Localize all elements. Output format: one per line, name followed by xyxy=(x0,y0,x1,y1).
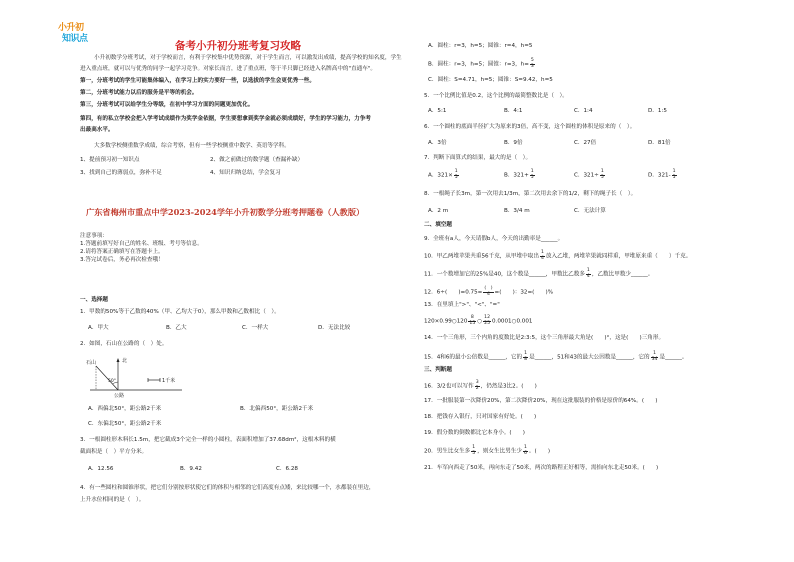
fraction: $\frac{1}{6}$ xyxy=(523,445,527,456)
logo-text-bottom: 知识点 xyxy=(62,34,88,44)
fraction: $\frac{1}{8}$ xyxy=(524,351,528,362)
q8-option-c: C．无法计算 xyxy=(574,208,606,214)
question-9: 9．全班有a人，今天请假b人，今天的出勤率是______。 xyxy=(424,236,564,242)
right-column xyxy=(424,0,724,562)
question-13: 13．在里填上">"、"<"、"=" xyxy=(424,302,500,308)
q6-option-a: A．3倍 xyxy=(428,140,447,146)
fraction: $\frac{1}{4}$ xyxy=(586,268,590,279)
q1-option-c: C．一样大 xyxy=(242,325,269,331)
notice-title: 注意事项： xyxy=(80,233,108,239)
question-2: 2．如图，石山在公路的（ ）处。 xyxy=(80,341,168,347)
question-19: 19．假分数的倒数都比它本身小。( ) xyxy=(424,430,525,436)
question-6: 6．一个圆柱的底面半径扩大为原来的3倍，高不变，这个圆柱的体积是原来的（ ）。 xyxy=(424,124,636,130)
page-title: 备考小升初分班考复习攻略 xyxy=(175,40,301,52)
section-heading-choice: 一、选择题 xyxy=(80,297,108,303)
tip-item: 3、找到自己的薄弱点，弥补不足 xyxy=(80,170,162,176)
intro-paragraph: 小升初数学分班考试，对于学校而言，有利于学校集中优势资源，对于学生而言，可以激发出成绩，提高学校的知名度，学生 xyxy=(94,55,402,61)
q6-option-b: B．9倍 xyxy=(504,140,523,146)
fraction: $\frac{1}{5}$ xyxy=(600,169,604,180)
question-11: 11．一个数增加它的25%是40，这个数是______，甲数比乙数多 $\frac{1}{4}$ ，乙数比甲数少______。 xyxy=(424,268,654,279)
question-7: 7．判断下面算式的结果，最大的是（ ）。 xyxy=(424,155,532,161)
q3-option-b: B．9.42 xyxy=(180,466,202,472)
question-13-items: 120×0.99○120 $\frac{8}{15}$ ○ $\frac{12}{25}$ 0.0001○0.001 xyxy=(424,315,533,326)
q7-option-a: A．321× $\frac{1}{5}$ xyxy=(428,169,458,180)
fraction: $\frac{1}{34}$ xyxy=(651,351,658,362)
q2-option-a: A．西偏北50°，距公路2千米 xyxy=(88,406,162,412)
q5-option-d: D．1:5 xyxy=(648,108,667,114)
q2-option-c: C．东偏北50°，距公路2千米 xyxy=(88,421,162,427)
label-mountain: 石山 xyxy=(86,360,97,366)
notice-item: 1.答题前填写好自己的姓名、班级、考号等信息。 xyxy=(80,241,203,247)
q5-option-b: B．4:1 xyxy=(504,108,523,114)
intro-point: 第一，分班考试的学生可能集体编入，在学习上的实力要好一些，以选拔的学生会更优秀一些。 xyxy=(80,78,315,84)
exam-title: 广东省梅州市重点中学2023-2024学年小升初数学分班考押题卷（人教版） xyxy=(86,207,365,217)
q6-option-d: D．81倍 xyxy=(648,140,671,146)
label-road: 公路 xyxy=(114,393,125,398)
q7-option-d: D．321- $\frac{1}{5}$ xyxy=(648,169,676,180)
intro-point: 第二，分班考试能力以后的服务是平等的机会。 xyxy=(80,90,198,96)
intro-point: 第三，分班考试可以给学生分等级，在初中学习方面的问题更加优化。 xyxy=(80,102,254,108)
q8-option-a: A．2 m xyxy=(428,208,449,214)
notice-item: 2.请将答案正确填写在答题卡上。 xyxy=(80,249,164,255)
fraction: $\frac{8}{15}$ xyxy=(469,315,476,326)
logo-text-top: 小升初 xyxy=(58,23,84,33)
q4-option-b xyxy=(428,59,536,69)
intro-paragraph: 大多数学校侧重数学成绩，综合考察，但有一些学校侧重中数学、英语等学科。 xyxy=(94,143,290,149)
q1-option-a: A．甲大 xyxy=(88,325,109,331)
question-14: 14．一个三角形，三个内角的度数比是2:3:5，这个三角形最大角是( )°，这是( )三角形。 xyxy=(424,335,665,341)
question-3-line-1: 3．一根圆柱形木料长1.5m，把它截成3个完全一样的小圆柱，表面积增加了37.68dm²，这根木料的横 xyxy=(80,437,336,443)
q5-option-c: C．1:4 xyxy=(574,108,593,114)
question-18: 18．把钱存入银行，只对国家有好处。( ) xyxy=(424,414,537,420)
question-10: 10．甲乙两堆苹果共重56千克，从甲堆中取出 $\frac{1}{4}$ 放入乙堆，两堆苹果就同样重，甲堆原来重（ ）千克。 xyxy=(424,250,692,261)
fraction: $\frac{3}{2}$ xyxy=(475,380,479,391)
label-scale: 1千米 xyxy=(162,378,176,384)
q8-option-b: B．3/4 m xyxy=(504,208,530,214)
notice-item: 3.答完试卷后，务必再次检查哦！ xyxy=(80,257,164,263)
fraction: $\frac{( )}{4}$ xyxy=(484,286,493,297)
question-4-line-1: 4．有一些圆柱和圆锥形状，把它们分别按形状使它们的体积与相邻的它们高度有点矮，来比较哪一个，水都装在里边， xyxy=(80,485,375,491)
fraction: $\frac{1}{5}$ xyxy=(672,169,676,180)
question-15: 15．4和6的最小公倍数是______，它的 $\frac{1}{8}$ 是______，51和43的最大公因数是______，它的 $\frac{1}{34}$ 是______。 xyxy=(424,351,688,362)
q4-option-c: C．圆柱：S=4.71，h=5；圆锥：S=9.42，h=5 xyxy=(428,77,553,83)
q3-option-a: A．12.56 xyxy=(88,466,114,472)
question-12: 12．6÷( )=0.75= $\frac{( )}{4}$ =( )：32=( )% xyxy=(424,286,554,297)
question-4-line-2: 上升水位相同的是（ ）。 xyxy=(80,497,145,503)
question-20: 20．男生比女生多 $\frac{1}{5}$ ，则女生比男生少 $\frac{1}{6}$ 。( ) xyxy=(424,445,551,456)
fraction: $\frac{1}{5}$ xyxy=(472,445,476,456)
q5-option-a: A．5:1 xyxy=(428,108,447,114)
question-16: 16．3/2也可以写作 $\frac{3}{2}$ ，仍然是3比2。( ) xyxy=(424,380,537,391)
intro-point: 第四，有的私立学校会把入学考试成绩作为奖学金依据，学生要想拿到奖学金就必须成绩好，学生的学习能力，力争考 xyxy=(80,116,371,122)
label-north: 北 xyxy=(122,358,128,364)
fraction: $\frac{1}{4}$ xyxy=(540,250,544,261)
question-3-line-2: 截面积是（ ）平方分米。 xyxy=(80,449,148,455)
fraction: $\frac{12}{25}$ xyxy=(484,315,490,326)
question-1: 1．甲数的50%等于乙数的40%（甲、乙均大于0），那么甲数和乙数相比（ ）。 xyxy=(80,309,280,315)
q7-option-c: C．321÷ $\frac{1}{5}$ xyxy=(574,169,604,180)
q4-option-b-text: B．圆柱：r=3，h=5；圆锥：r=3，h= xyxy=(428,61,529,68)
north-arrow-icon xyxy=(117,358,120,362)
fraction: $\frac{1}{5}$ xyxy=(454,169,458,180)
q6-option-c: C．27倍 xyxy=(574,140,597,146)
tip-item: 4、知识归纳总结，学会复习 xyxy=(210,170,281,176)
question-21: 21．车军向西走了50米，再向东走了50米，两次的路程正好相等，需抬向东北走50米。( ) xyxy=(424,465,659,471)
intro-point: 出最高水平。 xyxy=(80,127,114,133)
intro-paragraph: 进入重点班，就可以与优秀的同学一起学习竞争。对家长而言，进了重点班，等于半只脚已经进入名牌高中的"直通车"。 xyxy=(80,66,377,72)
section-heading-judge: 三、判断题 xyxy=(424,367,452,373)
q3-option-c: C．6.28 xyxy=(276,466,298,472)
question-5: 5．一个比例比值是0.2，这个比例的最简整数比是（ ）。 xyxy=(424,93,568,99)
q2-option-b: B．北偏西50°，距公路2千米 xyxy=(240,406,314,412)
question-17: 17．一批服装第一次降价20%，第二次降价20%，现在这批服装的价格是原价的64%。( ) xyxy=(424,398,658,404)
section-heading-fill: 二、填空题 xyxy=(424,222,452,228)
compass-diagram xyxy=(86,356,186,398)
q4-option-a: A．圆柱：r=3，h=5；圆锥：r=4，h=5 xyxy=(428,43,533,49)
label-angle: 50° xyxy=(108,379,116,384)
q1-option-b: B．乙大 xyxy=(166,325,187,331)
bearing-line xyxy=(96,366,118,390)
tip-item: 1、提前预习初一知识点 xyxy=(80,157,140,163)
fraction: $\frac{5}{3}$ xyxy=(530,58,534,69)
question-8: 8．一根绳子长3m，第一次用去1/3m，第二次用去余下的1/2，剩下的绳子长（ ）。 xyxy=(424,191,637,197)
q7-option-b: B．321+ $\frac{1}{5}$ xyxy=(504,169,534,180)
tip-item: 2、做之前做过的数学题（查漏补缺） xyxy=(210,157,304,163)
left-column xyxy=(80,0,402,562)
fraction: $\frac{1}{5}$ xyxy=(530,169,534,180)
q1-option-d: D．无法比较 xyxy=(318,325,351,331)
